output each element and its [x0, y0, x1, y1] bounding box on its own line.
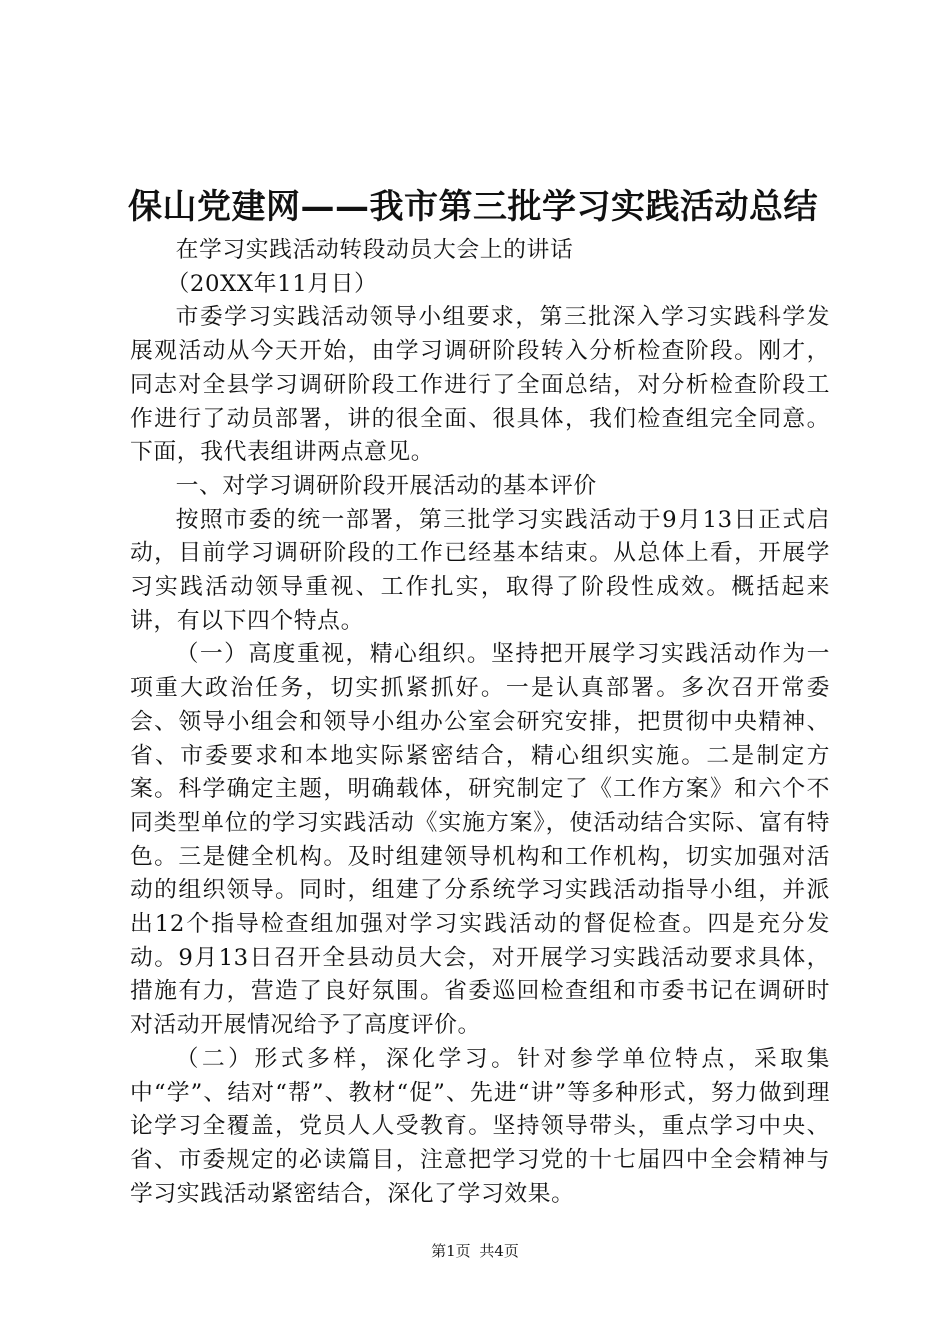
document-body	[130, 234, 830, 1211]
page-title: 保山党建网——我市第三批学习实践活动总结	[128, 187, 818, 227]
page-footer	[0, 1241, 950, 1261]
paragraph-overview: 按照市委的统一部署，第三批学习实践活动于9月13日正式启动，目前学习调研阶段的工作已经基本结束。从总体上看，开展学习实践活动领导重视、工作扎实，取得了阶段性成效。概括起来讲，有以下四个特点。	[130, 506, 830, 634]
speech-subtitle: 在学习实践活动转段动员大会上的讲话	[175, 237, 574, 263]
section-heading: 一、对学习调研阶段开展活动的基本评价	[175, 472, 597, 499]
paragraph-point-one: （一）高度重视，精心组织。坚持把开展学习实践活动作为一项重大政治任务，切实抓紧抓好。一是认真部署。多次召开常委会、领导小组会和领导小组办公室会研究安排，把贯彻中央精神、省、市委要求和本地实际紧密结合，精心组织实施。二是制定方案。科学确定主题，明确载体，研究制定了《工作方案》和六个不同类型单位的学习实践活动《实施方案》，使活动结合实际、富有特色。三是健全机构。及时组建领导机构和工作机构，切实加强对活动的组织领导。同时，组建了分系统学习实践活动指导小组，并派出12个指导检查组加强对学习实践活动的督促检查。四是充分发动。9月13日召开全县动员大会，对开展学习实践活动要求具体，措施有力，营造了良好氛围。省委巡回检查组和市委书记在调研时对活动开展情况给予了高度评价。	[130, 641, 830, 1039]
page-number: 第1页	[431, 1242, 471, 1260]
speech-date: （20XX年11月日）	[166, 270, 378, 297]
paragraph-intro: 市委学习实践活动领导小组要求，第三批深入学习实践科学发展观活动从今天开始，由学习调研阶段转入分析检查阶段。刚才，同志对全县学习调研阶段工作进行了全面总结，对分析检查阶段工作进行了动员部署，讲的很全面、很具体，我们检查组完全同意。下面，我代表组讲两点意见。	[130, 304, 830, 466]
paragraph-point-two: （二）形式多样，深化学习。针对参学单位特点，采取集中“学”、结对“帮”、教材“促”、先进“讲”等多种形式，努力做到理论学习全覆盖，党员人人受教育。坚持领导带头，重点学习中央、省、市委规定的必读篇目，注意把学习党的十七届四中全会精神与学习实践活动紧密结合，深化了学习效果。	[130, 1045, 830, 1207]
page-total: 共4页	[479, 1242, 519, 1260]
